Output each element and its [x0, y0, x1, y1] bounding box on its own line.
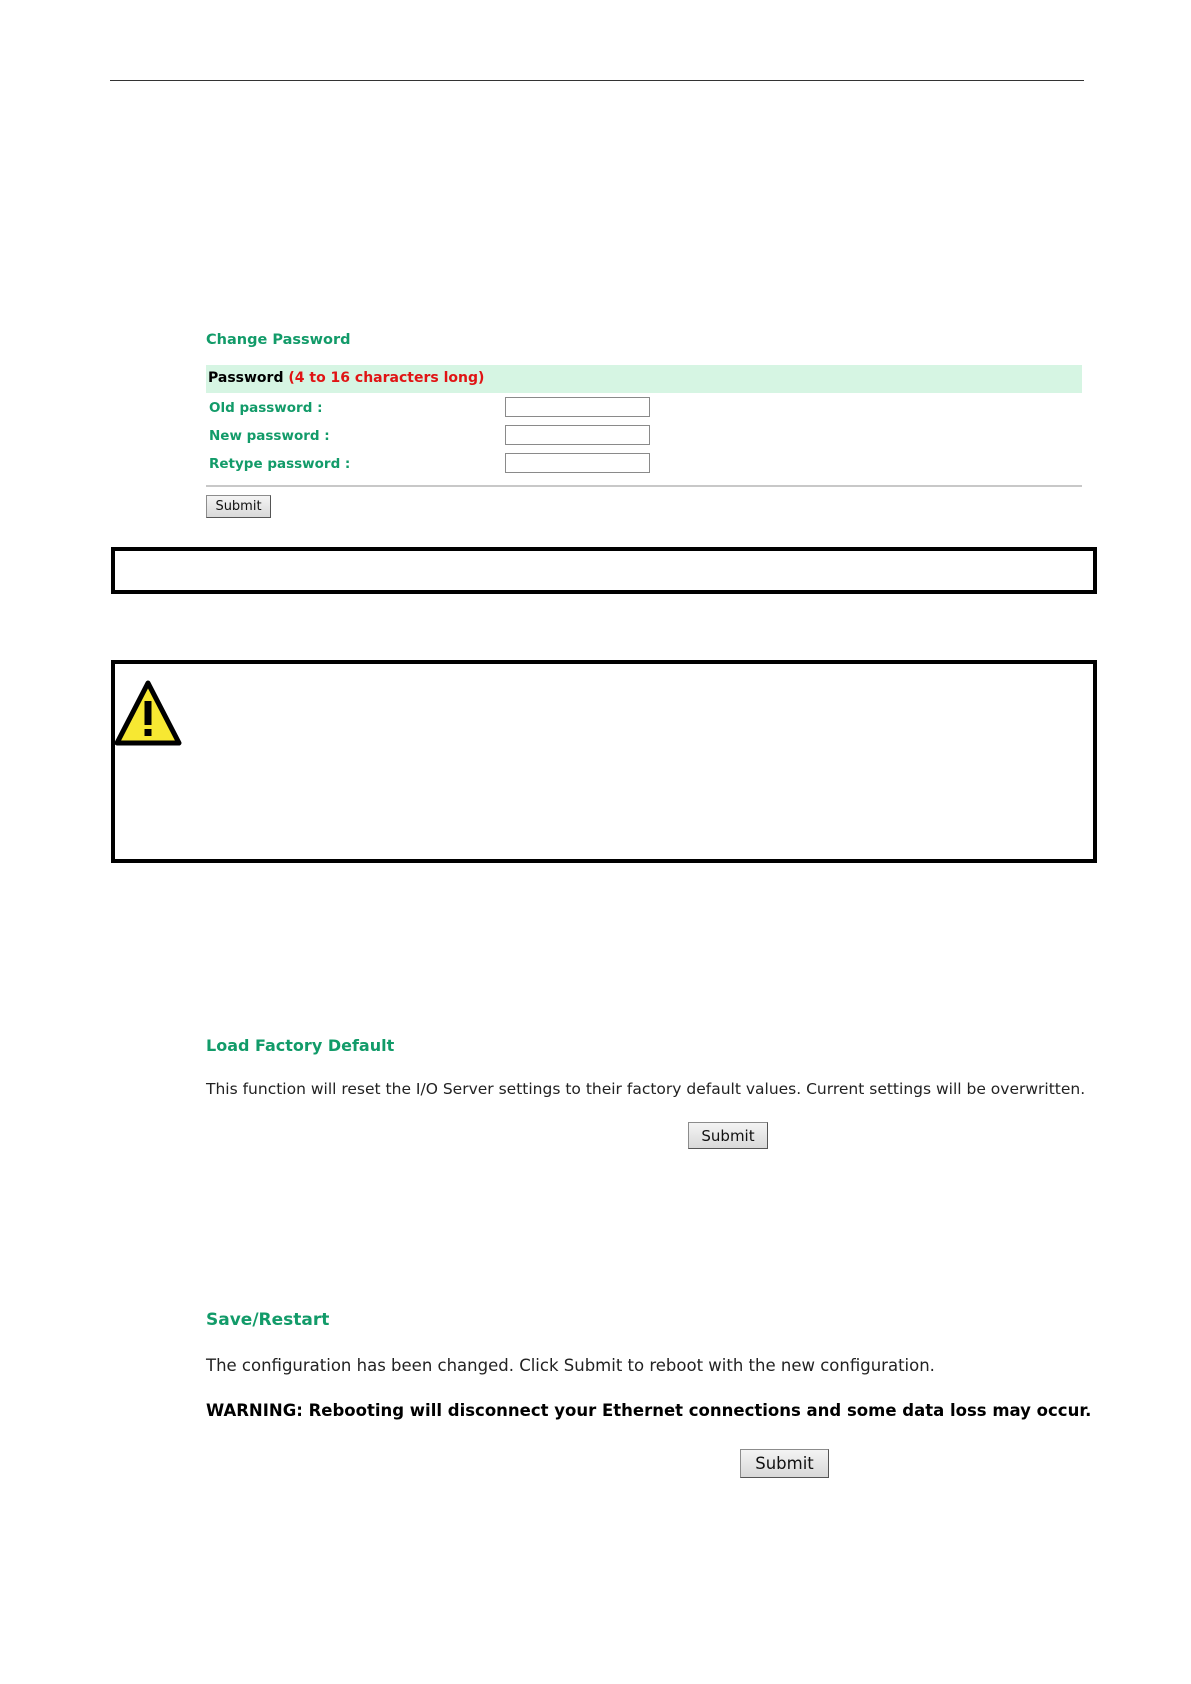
- save-restart-warning: WARNING: Rebooting will disconnect your Ethernet connections and some data loss may occur.: [206, 1401, 1092, 1420]
- retype-password-input[interactable]: [505, 453, 650, 473]
- load-factory-default-description: This function will reset the I/O Server settings to their factory default values. Current settings will be overwritten.: [206, 1080, 1086, 1098]
- change-password-submit-button[interactable]: Submit: [206, 495, 271, 518]
- password-length-hint: (4 to 16 characters long): [288, 370, 485, 386]
- note-box: [111, 547, 1097, 594]
- save-restart-title: Save/Restart: [206, 1310, 330, 1330]
- warning-triangle-icon: [113, 679, 183, 749]
- save-restart-submit-button[interactable]: Submit: [740, 1449, 829, 1478]
- new-password-label: New password :: [209, 428, 330, 444]
- load-factory-default-submit-button[interactable]: Submit: [688, 1122, 768, 1149]
- panel-divider: [206, 485, 1082, 487]
- old-password-input[interactable]: [505, 397, 650, 417]
- page-top-rule: [110, 80, 1084, 81]
- load-factory-default-title: Load Factory Default: [206, 1036, 395, 1055]
- attention-box: [111, 660, 1097, 863]
- password-header-label: Password: [208, 370, 284, 386]
- old-password-label: Old password :: [209, 400, 323, 416]
- password-header: [208, 370, 484, 386]
- retype-password-label: Retype password :: [209, 456, 351, 472]
- change-password-title: Change Password: [206, 332, 351, 348]
- save-restart-description: The configuration has been changed. Click Submit to reboot with the new configuration.: [206, 1356, 935, 1375]
- password-header-band: [206, 365, 1082, 393]
- new-password-input[interactable]: [505, 425, 650, 445]
